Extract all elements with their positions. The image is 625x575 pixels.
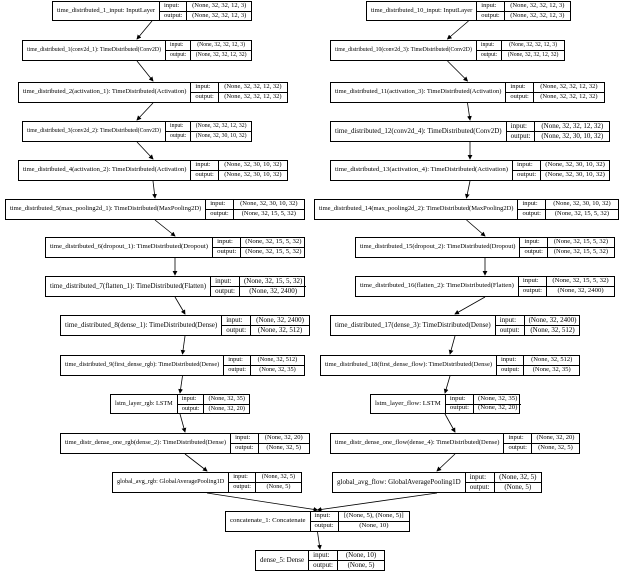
edge-arrow — [468, 103, 471, 120]
input-label: input: — [522, 277, 539, 285]
input-shape: (None, 32, 32, 12, 3) — [510, 2, 565, 9]
io-labels — [178, 395, 205, 413]
io-labels — [191, 83, 218, 102]
input-shape: (None, 32, 2400) — [256, 316, 304, 324]
input-label: input: — [217, 238, 233, 246]
io-shapes — [241, 238, 305, 257]
output-label: output: — [519, 286, 546, 296]
edge-arrow — [318, 493, 438, 510]
io-labels — [222, 316, 251, 335]
edge-arrow — [180, 376, 183, 393]
output-shape: (None, 32, 20) — [204, 404, 249, 414]
input-shape: [(None, 5), (None, 5)] — [344, 512, 404, 520]
io-shapes — [187, 2, 251, 20]
output-label: output: — [446, 404, 473, 414]
output-label: output: — [477, 11, 503, 21]
input-label: input: — [510, 122, 527, 130]
layer-label: time_distributed_3(conv2d_2): TimeDistributed(Conv2D) — [23, 122, 166, 141]
output-label: output: — [504, 443, 530, 453]
output-shape: (None, 32, 15, 5, 32) — [234, 209, 304, 219]
input-label: input: — [314, 512, 331, 520]
output-shape: (None, 32, 30, 10, 32) — [191, 131, 251, 141]
input-shape: (None, 32, 32, 12, 3) — [192, 2, 247, 9]
layer-node — [60, 433, 310, 454]
edge-arrow — [175, 297, 185, 314]
input-shape: (None, 32, 20) — [264, 434, 303, 442]
edge-arrow — [445, 414, 455, 432]
io-labels — [206, 200, 233, 219]
input-label: input: — [481, 2, 497, 9]
edge-arrow — [155, 220, 175, 236]
output-shape: (None, 32, 32, 12, 3) — [187, 11, 251, 21]
output-shape: (None, 32, 512) — [525, 325, 581, 335]
output-shape: (None, 5) — [338, 560, 384, 570]
output-label: output: — [191, 170, 217, 180]
layer-label: time_distributed_16(flatten_2): TimeDistributed(Flatten) — [356, 277, 519, 296]
output-label: output: — [211, 286, 239, 296]
input-label: input: — [469, 473, 487, 481]
io-labels — [519, 277, 547, 296]
io-shapes — [234, 200, 304, 219]
input-shape: (None, 32, 35) — [477, 394, 518, 402]
io-labels — [213, 238, 241, 257]
io-shapes — [474, 395, 521, 413]
input-shape: (None, 32, 32, 12, 32) — [541, 122, 604, 130]
io-shapes — [535, 122, 609, 141]
layer-label: time_distributed_15(dropout_2): TimeDistributed(Dropout) — [356, 238, 520, 257]
io-labels — [504, 434, 531, 453]
input-label: input: — [215, 277, 232, 285]
output-shape: (None, 32, 5) — [532, 443, 579, 453]
output-shape: (None, 5) — [495, 482, 541, 492]
layer-node — [45, 237, 305, 258]
layer-label: time_distributed_18(first_dense_flow): TimeDistributed(Dense) — [321, 356, 497, 375]
layer-label: dense_5: Dense — [256, 551, 309, 570]
output-label: output: — [206, 209, 232, 219]
io-labels — [160, 2, 187, 20]
layer-node — [18, 82, 288, 103]
io-labels — [446, 395, 474, 413]
output-label: output: — [466, 482, 494, 492]
io-shapes — [546, 200, 618, 219]
input-label: input: — [226, 316, 243, 324]
layer-node — [112, 472, 302, 493]
layer-label: time_distributed_10_input: InputLayer — [367, 2, 477, 20]
io-shapes — [339, 512, 409, 531]
edge-arrow — [180, 414, 185, 432]
output-shape: (None, 32, 2400) — [547, 286, 614, 296]
layer-label: time_distributed_7(flatten_1): TimeDistributed(Flatten) — [46, 277, 211, 296]
edge-arrow — [455, 297, 485, 314]
output-label: output: — [213, 247, 240, 257]
output-label: output: — [518, 209, 544, 219]
layer-node — [60, 315, 310, 336]
output-shape: (None, 32, 15, 5, 32) — [546, 209, 618, 219]
output-shape: (None, 32, 2400) — [240, 286, 306, 296]
layer-node — [60, 355, 305, 376]
layer-node — [330, 82, 605, 103]
edge-arrow — [448, 61, 468, 81]
layer-label: time_distributed_9(first_dense_rgb): TimeDistributed(Dense) — [61, 356, 224, 375]
io-shapes — [495, 473, 541, 492]
edge-arrow — [448, 21, 469, 39]
io-labels — [229, 473, 256, 492]
layer-label: lstm_layer_rgb: LSTM — [111, 395, 178, 413]
io-shapes — [256, 473, 301, 492]
io-shapes — [338, 551, 384, 570]
output-label: output: — [224, 365, 250, 375]
output-shape: (None, 32, 35) — [251, 365, 304, 375]
layer-node — [332, 472, 542, 493]
io-labels — [477, 2, 504, 20]
layer-node — [255, 550, 385, 571]
io-shapes — [240, 277, 306, 296]
layer-node — [355, 276, 615, 297]
edge-arrow — [183, 336, 186, 354]
io-labels — [166, 41, 191, 60]
input-label: input: — [510, 83, 526, 91]
layer-node — [320, 355, 580, 376]
output-label: output: — [160, 11, 186, 21]
layer-node — [366, 1, 571, 21]
io-labels — [191, 161, 218, 180]
layer-node — [45, 276, 305, 297]
edge-arrow — [467, 181, 471, 198]
input-label: input: — [235, 434, 251, 442]
io-shapes — [532, 434, 579, 453]
output-shape: (None, 32, 20) — [474, 404, 521, 414]
output-label: output: — [477, 50, 501, 60]
input-label: input: — [499, 316, 517, 324]
output-label: output: — [311, 521, 338, 531]
output-shape: (None, 5) — [256, 482, 301, 492]
io-labels — [507, 122, 536, 141]
output-shape: (None, 32, 32, 12, 32) — [219, 92, 287, 102]
output-label: output: — [222, 325, 250, 335]
output-shape: (None, 32, 30, 10, 32) — [541, 170, 609, 180]
output-shape: (None, 32, 32, 12, 32) — [502, 50, 564, 60]
output-label: output: — [497, 365, 523, 375]
layer-node — [18, 160, 288, 181]
input-label: input: — [508, 434, 524, 442]
layer-node — [355, 237, 615, 258]
layer-node — [22, 40, 252, 61]
layer-label: time_distributed_17(dense_3): TimeDistributed(Dense) — [331, 316, 496, 335]
input-label: input: — [195, 83, 211, 91]
layer-label: time_distributed_5(max_pooling2d_1): TimeDistributed(MaxPooling2D) — [6, 200, 206, 219]
input-shape: (None, 32, 15, 5, 32) — [552, 277, 609, 285]
output-label: output: — [191, 92, 217, 102]
output-label: output: — [178, 404, 204, 414]
io-labels — [166, 122, 191, 141]
edge-arrow — [467, 220, 486, 236]
layer-label: time_distributed_12(conv2d_4): TimeDistributed(Conv2D) — [331, 122, 507, 141]
layer-node — [5, 199, 305, 220]
edge-arrow — [450, 336, 455, 354]
output-shape: (None, 32, 32, 12, 3) — [505, 11, 570, 21]
input-shape: (None, 32, 32, 12, 32) — [195, 122, 247, 129]
io-shapes — [204, 395, 249, 413]
layer-label: lstm_layer_flow: LSTM — [371, 395, 446, 413]
input-shape: (None, 32, 15, 5, 32) — [553, 238, 609, 246]
output-shape: (None, 32, 30, 10, 32) — [219, 170, 287, 180]
io-labels — [497, 356, 524, 375]
io-labels — [211, 277, 240, 296]
layer-label: time_distributed_6(dropout_1): TimeDistributed(Dropout) — [46, 238, 213, 257]
input-label: input: — [522, 200, 538, 208]
input-label: input: — [517, 161, 533, 169]
io-labels — [506, 83, 533, 102]
output-label: output: — [309, 560, 337, 570]
output-label: output: — [166, 131, 190, 141]
output-label: output: — [229, 482, 255, 492]
input-shape: (None, 32, 15, 5, 32) — [243, 277, 303, 285]
input-shape: (None, 32, 30, 10, 32) — [553, 200, 611, 208]
edge-arrow — [318, 532, 321, 549]
layer-label: concatenate_1: Concatenate — [226, 512, 311, 531]
io-shapes — [505, 2, 570, 20]
output-shape: (None, 32, 512) — [251, 325, 309, 335]
input-label: input: — [501, 356, 517, 364]
layer-node — [330, 315, 580, 336]
layer-label: time_distributed_1(conv2d_1): TimeDistributed(Conv2D) — [23, 41, 166, 60]
io-labels — [224, 356, 251, 375]
input-label: input: — [170, 41, 184, 48]
output-label: output: — [231, 443, 257, 453]
output-label: output: — [506, 92, 532, 102]
output-label: output: — [520, 247, 546, 257]
input-shape: (None, 32, 5) — [499, 473, 537, 481]
edge-arrow — [445, 376, 450, 393]
io-labels — [309, 551, 338, 570]
input-label: input: — [228, 356, 243, 364]
layer-node — [330, 40, 565, 61]
input-shape: (None, 32, 35) — [208, 395, 245, 403]
io-labels — [513, 161, 541, 180]
io-labels — [231, 434, 258, 453]
output-shape: (None, 32, 35) — [524, 365, 579, 375]
io-labels — [520, 238, 547, 257]
layer-label: time_distributed_11(activation_3): TimeDistributed(Activation) — [331, 83, 506, 102]
input-shape: (None, 32, 20) — [536, 434, 575, 442]
layer-node — [330, 160, 610, 181]
layer-label: time_distributed_14(max_pooling2d_2): TimeDistributed(MaxPooling2D) — [315, 200, 518, 219]
input-shape: (None, 32, 30, 10, 32) — [224, 161, 282, 169]
io-labels — [466, 473, 495, 492]
layer-label: time_distributed_10(conv2d_3): TimeDistributed(Conv2D) — [331, 41, 477, 60]
input-shape: (None, 32, 2400) — [528, 316, 577, 324]
edge-arrow — [207, 493, 318, 510]
output-shape: (None, 32, 5) — [259, 443, 309, 453]
layer-node — [314, 199, 619, 220]
io-shapes — [191, 41, 251, 60]
output-shape: (None, 32, 15, 5, 32) — [241, 247, 305, 257]
io-labels — [477, 41, 502, 60]
output-shape: (None, 32, 30, 10, 32) — [535, 131, 609, 141]
io-shapes — [191, 122, 251, 141]
layer-label: time_distributed_2(activation_1): TimeDistributed(Activation) — [19, 83, 191, 102]
layer-node — [52, 1, 252, 21]
input-shape: (None, 32, 32, 12, 3) — [509, 41, 558, 48]
io-shapes — [251, 356, 304, 375]
input-label: input: — [210, 200, 226, 208]
io-shapes — [259, 434, 309, 453]
input-shape: (None, 32, 30, 10, 32) — [240, 200, 298, 208]
layer-label: time_distr_dense_one_flow(dense_4): TimeDistributed(Dense) — [331, 434, 504, 453]
layer-label: global_avg_rgb: GlobalAveragePooling1D — [113, 473, 229, 492]
input-label: input: — [195, 161, 211, 169]
io-shapes — [502, 41, 564, 60]
io-shapes — [548, 238, 614, 257]
input-label: input: — [313, 551, 330, 559]
input-shape: (None, 32, 30, 10, 32) — [545, 161, 605, 169]
io-labels — [518, 200, 545, 219]
io-shapes — [219, 83, 287, 102]
io-labels — [311, 512, 339, 531]
input-shape: (None, 32, 32, 12, 32) — [224, 83, 282, 91]
input-label: input: — [480, 41, 495, 48]
input-label: input: — [164, 2, 180, 9]
layer-node — [330, 433, 580, 454]
layer-label: global_avg_flow: GlobalAveragePooling1D — [333, 473, 466, 492]
edge-arrow — [137, 61, 153, 81]
output-label: output: — [496, 325, 524, 335]
input-label: input: — [233, 473, 248, 481]
io-shapes — [534, 83, 604, 102]
layer-label: time_distributed_4(activation_2): TimeDistributed(Activation) — [19, 161, 191, 180]
output-label: output: — [166, 50, 190, 60]
input-shape: (None, 32, 32, 12, 3) — [197, 41, 246, 48]
edge-arrow — [137, 142, 153, 159]
io-shapes — [219, 161, 287, 180]
edge-arrow — [437, 454, 455, 471]
output-label: output: — [507, 131, 535, 141]
edge-arrow — [185, 454, 207, 471]
input-label: input: — [524, 238, 540, 246]
io-labels — [496, 316, 525, 335]
input-label: input: — [449, 394, 466, 402]
layer-node — [330, 121, 610, 142]
edge-arrow — [137, 103, 153, 120]
output-shape: (None, 32, 15, 5, 32) — [548, 247, 614, 257]
io-shapes — [541, 161, 609, 180]
layer-node — [110, 394, 250, 414]
output-label: output: — [513, 170, 540, 180]
layer-node — [225, 511, 410, 532]
layer-label: time_distributed_8(dense_1): TimeDistributed(Dense) — [61, 316, 222, 335]
input-shape: (None, 32, 512) — [531, 356, 573, 364]
layer-node — [370, 394, 520, 414]
io-shapes — [524, 356, 579, 375]
output-shape: (None, 32, 32, 12, 32) — [534, 92, 604, 102]
edge-arrow — [153, 181, 155, 198]
layer-label: time_distr_dense_one_rgb(dense_2): TimeDistributed(Dense) — [61, 434, 231, 453]
output-shape: (None, 32, 32, 12, 32) — [191, 50, 251, 60]
input-label: input: — [170, 122, 184, 129]
io-shapes — [547, 277, 614, 296]
input-label: input: — [181, 395, 197, 403]
input-shape: (None, 32, 32, 12, 32) — [540, 83, 598, 91]
io-shapes — [251, 316, 309, 335]
io-shapes — [525, 316, 581, 335]
layer-label: time_distributed_1_input: InputLayer — [53, 2, 160, 20]
input-shape: (None, 32, 5) — [261, 473, 296, 481]
layer-label: time_distributed_13(activation_4): TimeDistributed(Activation) — [331, 161, 513, 180]
input-shape: (None, 10) — [345, 551, 377, 559]
input-shape: (None, 32, 512) — [257, 356, 298, 364]
output-shape: (None, 10) — [339, 521, 409, 531]
edge-arrow — [137, 21, 152, 39]
input-shape: (None, 32, 15, 5, 32) — [245, 238, 302, 246]
layer-node — [22, 121, 252, 142]
